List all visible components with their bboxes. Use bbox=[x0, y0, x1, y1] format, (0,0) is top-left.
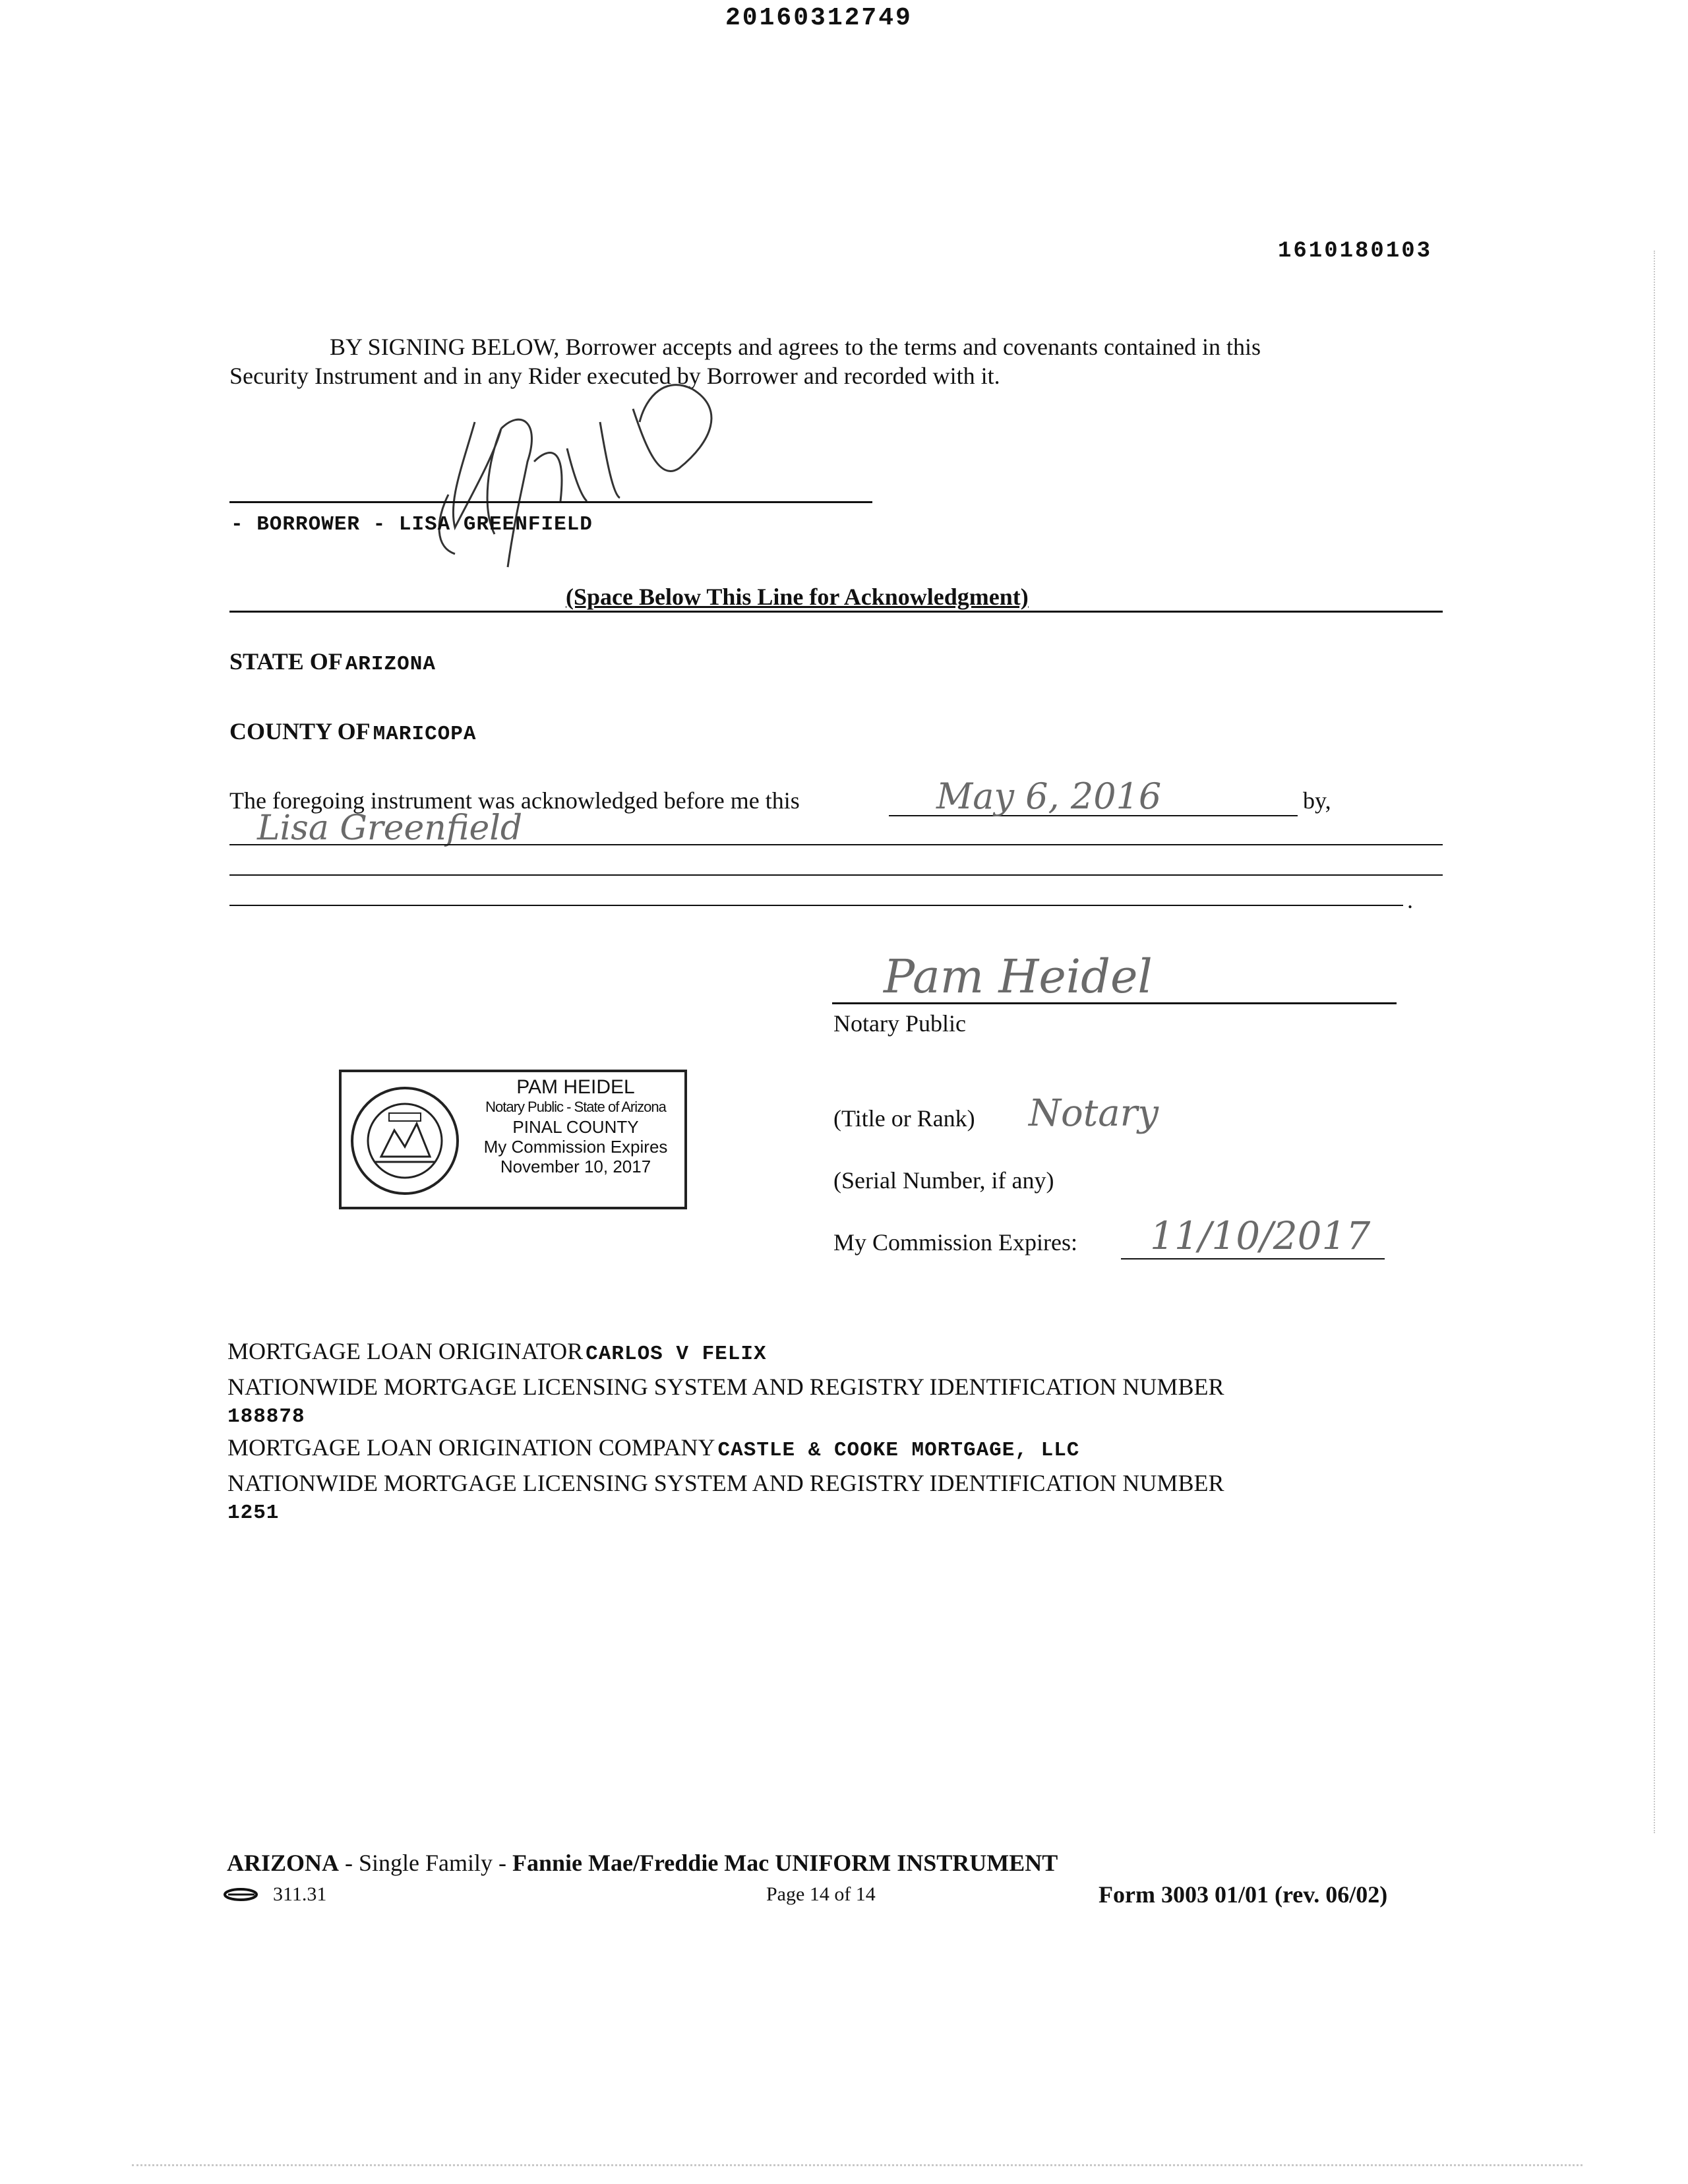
county-line bbox=[229, 717, 477, 746]
arizona-seal-icon bbox=[348, 1084, 462, 1198]
notary-signature-line bbox=[832, 1002, 1397, 1004]
company-name: CASTLE & COOKE MORTGAGE, LLC bbox=[717, 1439, 1080, 1462]
nmls-label-2: NATIONWIDE MORTGAGE LICENSING SYSTEM AND REGISTRY IDENTIFICATION NUMBER bbox=[227, 1470, 1224, 1496]
loan-number: 1610180103 bbox=[1278, 239, 1433, 264]
borrower-signature bbox=[369, 369, 738, 593]
borrower-signature-line bbox=[229, 501, 872, 503]
county-label: COUNTY OF bbox=[229, 718, 371, 744]
name-line-2 bbox=[229, 874, 1443, 876]
printer-logo-icon bbox=[223, 1887, 258, 1902]
originator-block bbox=[227, 1336, 1224, 1529]
loan-originator-name: CARLOS V FELIX bbox=[586, 1343, 767, 1366]
trailing-period: . bbox=[1407, 887, 1413, 913]
acknowledgment-rule bbox=[229, 611, 1443, 613]
stamp-line5: November 10, 2017 bbox=[500, 1157, 651, 1176]
stamp-line2: Notary Public - State of Arizona bbox=[485, 1099, 666, 1115]
stamp-name: PAM HEIDEL bbox=[516, 1076, 635, 1098]
stamp-text bbox=[467, 1077, 684, 1176]
stamp-line4: My Commission Expires bbox=[483, 1137, 668, 1157]
footer-code: 311.31 bbox=[273, 1883, 327, 1905]
scan-bottom-artifact bbox=[132, 2164, 1582, 2166]
notary-public-label: Notary Public bbox=[833, 1010, 966, 1037]
signing-statement-line1: BY SIGNING BELOW, Borrower accepts and agrees to the terms and covenants contained in this bbox=[330, 334, 1261, 360]
acknowledgment-sentence: The foregoing instrument was acknowledged before me this bbox=[229, 787, 800, 814]
name-line-1 bbox=[229, 844, 1443, 845]
company-label: MORTGAGE LOAN ORIGINATION COMPANY bbox=[227, 1434, 715, 1461]
nmls-label-1: NATIONWIDE MORTGAGE LICENSING SYSTEM AND REGISTRY IDENTIFICATION NUMBER bbox=[227, 1374, 1224, 1400]
nmls-number-2: 1251 bbox=[227, 1502, 280, 1525]
name-line-3 bbox=[229, 905, 1403, 906]
stamp-line3: PINAL COUNTY bbox=[512, 1117, 639, 1137]
borrower-label: - BORROWER - LISA GREENFIELD bbox=[231, 513, 593, 536]
commission-blank-line bbox=[1121, 1258, 1385, 1259]
footer-instrument: Fannie Mae/Freddie Mac UNIFORM INSTRUMENT bbox=[512, 1850, 1058, 1876]
footer-state: ARIZONA bbox=[227, 1850, 340, 1876]
serial-number-label: (Serial Number, if any) bbox=[833, 1167, 1054, 1194]
acknowledged-name: Lisa Greenfield bbox=[257, 808, 523, 848]
state-label: STATE OF bbox=[229, 648, 343, 675]
footer-separator: - Single Family - bbox=[339, 1850, 513, 1876]
commission-expires-value: 11/10/2017 bbox=[1150, 1213, 1371, 1258]
signing-statement-line2: Security Instrument and in any Rider executed by Borrower and recorded with it. bbox=[229, 363, 1000, 389]
footer-page: Page 14 of 14 bbox=[766, 1883, 876, 1905]
by-label: by, bbox=[1303, 787, 1331, 814]
notary-stamp bbox=[339, 1070, 687, 1209]
title-or-rank-value: Notary bbox=[1029, 1092, 1159, 1135]
title-or-rank-label: (Title or Rank) bbox=[833, 1105, 975, 1132]
notary-signature: Pam Heidel bbox=[884, 950, 1153, 1004]
acknowledgment-date: May 6, 2016 bbox=[936, 775, 1162, 817]
county-value: MARICOPA bbox=[373, 723, 477, 746]
state-line bbox=[229, 648, 436, 676]
nmls-number-1: 188878 bbox=[227, 1405, 305, 1428]
footer-form: Form 3003 01/01 (rev. 06/02) bbox=[1099, 1881, 1388, 1908]
footer-title bbox=[227, 1849, 1058, 1877]
state-value: ARIZONA bbox=[345, 653, 436, 676]
recording-number: 20160312749 bbox=[725, 4, 913, 32]
scan-edge-artifact bbox=[1654, 251, 1656, 1833]
acknowledgment-heading: (Space Below This Line for Acknowledgment) bbox=[566, 584, 1029, 610]
commission-expires-label: My Commission Expires: bbox=[833, 1229, 1078, 1256]
loan-originator-label: MORTGAGE LOAN ORIGINATOR bbox=[227, 1338, 584, 1364]
